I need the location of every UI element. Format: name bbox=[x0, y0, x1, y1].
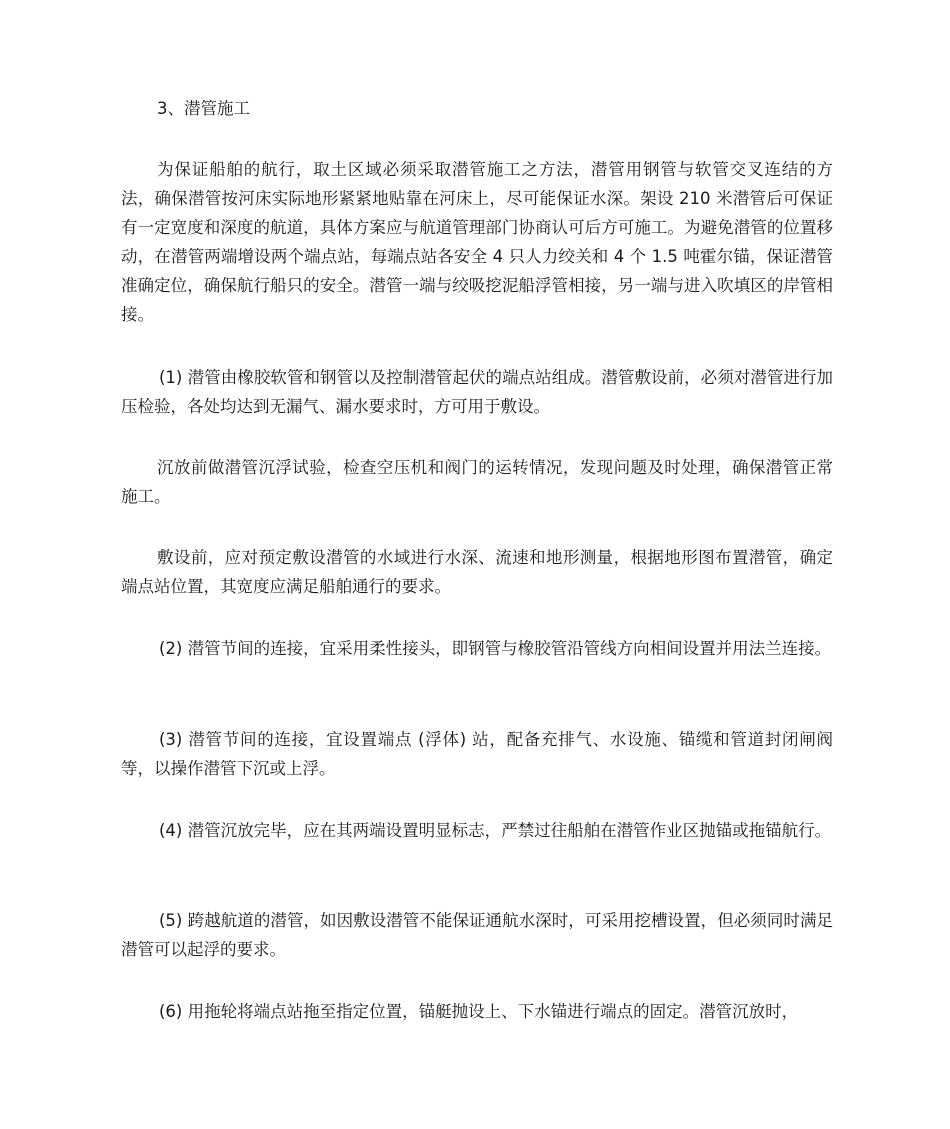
paragraph-item-6: (6) 用拖轮将端点站拖至指定位置，锚艇抛设上、下水锚进行端点的固定。潜管沉放时， bbox=[159, 1002, 799, 1021]
paragraph-intro: 为保证船舶的航行，取土区域必须采取潜管施工之方法，潜管用钢管与软管交叉连结的方法，确保潜管按河床实际地形紧紧地贴靠在河床上，尽可能保证水深。架设 210 米潜管后可保证有一定宽度和深度的航道，具体方案应与航道管理部门协商认可后方可施工。为避免潜管的位置移动，在潜管两端增设两个端点站，每端点站各安全 4 只人力绞关和 4 个 1.5 吨霍尔锚，保证潜管准确定位，确保航行船只的安全。潜管一端与绞吸挖泥船浮管相接，另一端与进入吹填区的岸管相接。 bbox=[121, 160, 833, 324]
paragraph-survey: 敷设前，应对预定敷设潜管的水域进行水深、流速和地形测量，根据地形图布置潜管，确定端点站位置，其宽度应满足船舶通行的要求。 bbox=[121, 548, 833, 596]
section-heading: 3、潜管施工 bbox=[157, 99, 250, 118]
paragraph-item-4: (4) 潜管沉放完毕，应在其两端设置明显标志，严禁过往船舶在潜管作业区抛锚或拖锚航行。 bbox=[159, 821, 832, 840]
paragraph-item-5: (5) 跨越航道的潜管，如因敷设潜管不能保证通航水深时，可采用挖槽设置，但必须同时满足潜管可以起浮的要求。 bbox=[121, 911, 833, 959]
paragraph-item-1: (1) 潜管由橡胶软管和钢管以及控制潜管起伏的端点站组成。潜管敷设前，必须对潜管进行加压检验，各处均达到无漏气、漏水要求时，方可用于敷设。 bbox=[121, 368, 833, 416]
paragraph-item-3: (3) 潜管节间的连接，宜设置端点 (浮体) 站，配备充排气、水设施、锚缆和管道封闭闸阀等，以操作潜管下沉或上浮。 bbox=[121, 730, 833, 778]
paragraph-item-2: (2) 潜管节间的连接，宜采用柔性接头，即钢管与橡胶管沿管线方向相间设置并用法兰连接。 bbox=[159, 639, 832, 658]
paragraph-sink-test: 沉放前做潜管沉浮试验，检查空压机和阀门的运转情况，发现问题及时处理，确保潜管正常施工。 bbox=[121, 458, 833, 506]
